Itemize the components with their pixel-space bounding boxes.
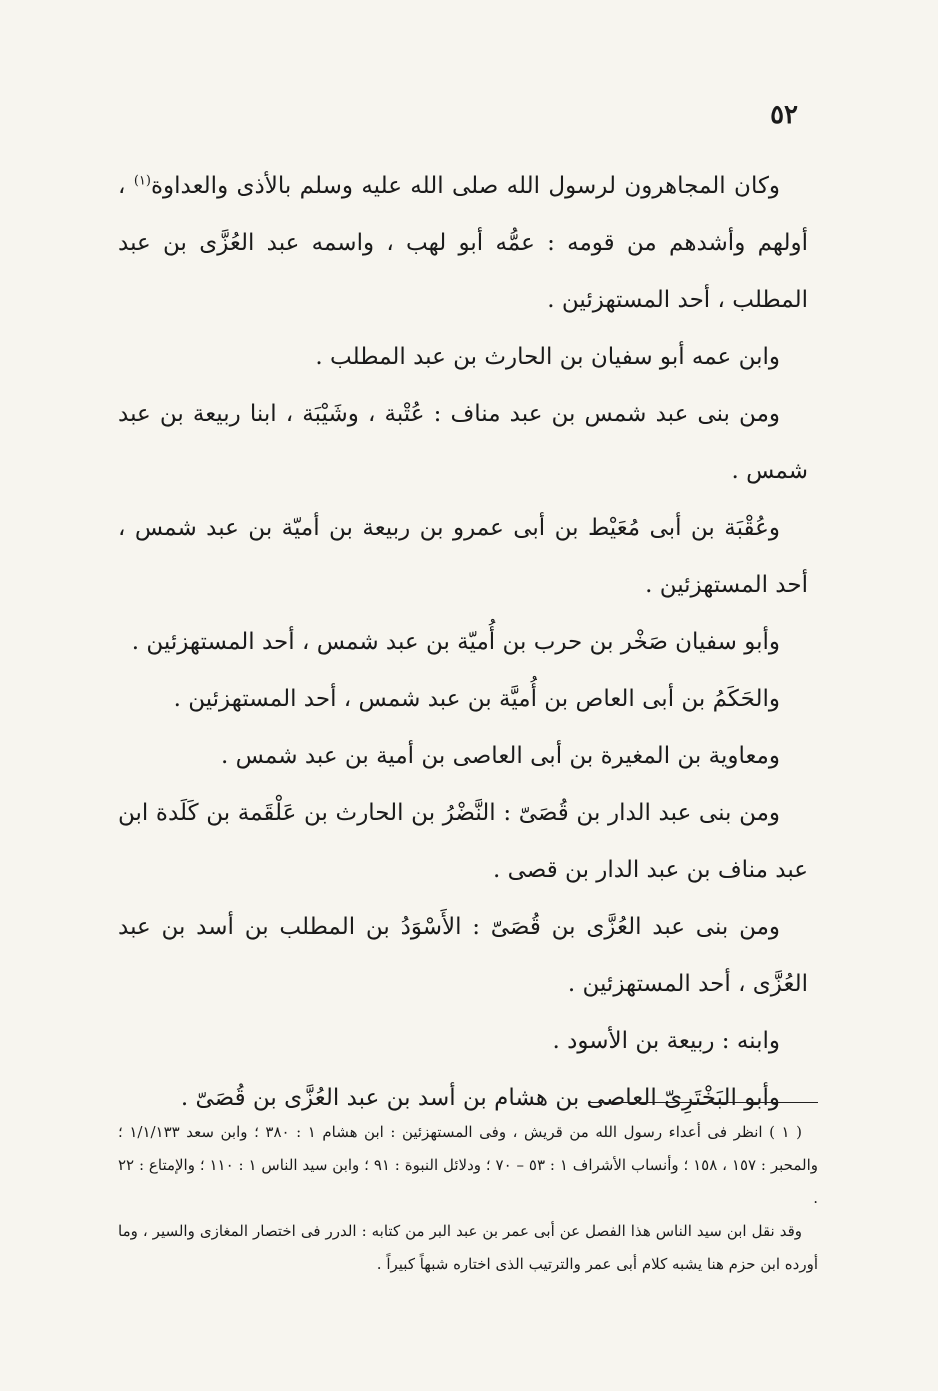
paragraph <box>118 158 808 329</box>
paragraph: ومعاوية بن المغيرة بن أبى العاصى بن أمية بن عبد شمس . <box>221 743 780 769</box>
paragraph: ومن بنى عبد العُزَّى بن قُصَىّ : الأَسْوَدُ بن المطلب بن أسد بن عبد العُزَّى ، أحد المستهزئين . <box>118 914 808 997</box>
paragraph: ومن بنى عبد شمس بن عبد مناف : عُتْبة ، وشَيْبَة ، ابنا ربيعة بن عبد شمس . <box>118 401 808 484</box>
paragraph: وعُقْبَة بن أبى مُعَيْط بن أبى عمرو بن ربيعة بن أميّة بن عبد شمس ، أحد المستهزئين . <box>118 515 808 598</box>
footnote-divider <box>588 1102 818 1103</box>
paragraph: وابن عمه أبو سفيان بن الحارث بن عبد المطلب . <box>315 344 780 370</box>
paragraph: وابنه : ربيعة بن الأسود . <box>552 1028 780 1054</box>
paragraph: وأبو سفيان صَخْر بن حرب بن أُميّة بن عبد شمس ، أحد المستهزئين . <box>131 629 780 655</box>
footnotes <box>118 1116 818 1281</box>
footnote: ( ١ ) انظر فى أعداء رسول الله من قريش ، وفى المستهزئين : ابن هشام ١ : ٣٨٠ ؛ وابن سعد ١/١/١٣٣ ؛ والمحبر : ١٥٧ ، ١٥٨ ؛ وأنساب الأشراف ١ : ٥٣ – ٧٠ ؛ ودلائل النبوة : ٩١ ؛ وابن سيد الناس ١ : ١١٠ ؛ والإمتاع : ٢٢ . <box>118 1123 819 1207</box>
paragraph-text: وكان المجاهرون لرسول الله صلى الله عليه وسلم بالأذى والعداوة <box>150 173 781 199</box>
paragraph-text-continued: ، أولهم وأشدهم من قومه : عمُّه أبو لهب ، واسمه عبد العُزَّى بن عبد المطلب ، أحد المستهزئين . <box>118 173 808 313</box>
page-number: ٥٢ <box>770 100 798 130</box>
footnote: وقد نقل ابن سيد الناس هذا الفصل عن أبى عمر بن عبد البر من كتابه : الدرر فى اختصار المغازى والسير ، وما أورده ابن حزم هنا يشبه كلام أبى عمر والترتيب الذى اختاره شبهاً كبيراً . <box>118 1222 818 1273</box>
footnote-reference: (١) <box>133 173 151 189</box>
paragraph: ومن بنى عبد الدار بن قُصَىّ : النَّضْرُ بن الحارث بن عَلْقَمة بن كَلَدة ابن عبد مناف بن عبد الدار بن قصى . <box>118 800 808 883</box>
paragraph: والحَكَمُ بن أبى العاص بن أُميَّة بن عبد شمس ، أحد المستهزئين . <box>173 686 780 712</box>
main-text <box>118 158 808 1127</box>
paragraph: وأبو البَخْتَرِىّ العاصى بن هشام بن أسد بن عبد العُزَّى بن قُصَىّ . <box>180 1085 780 1111</box>
